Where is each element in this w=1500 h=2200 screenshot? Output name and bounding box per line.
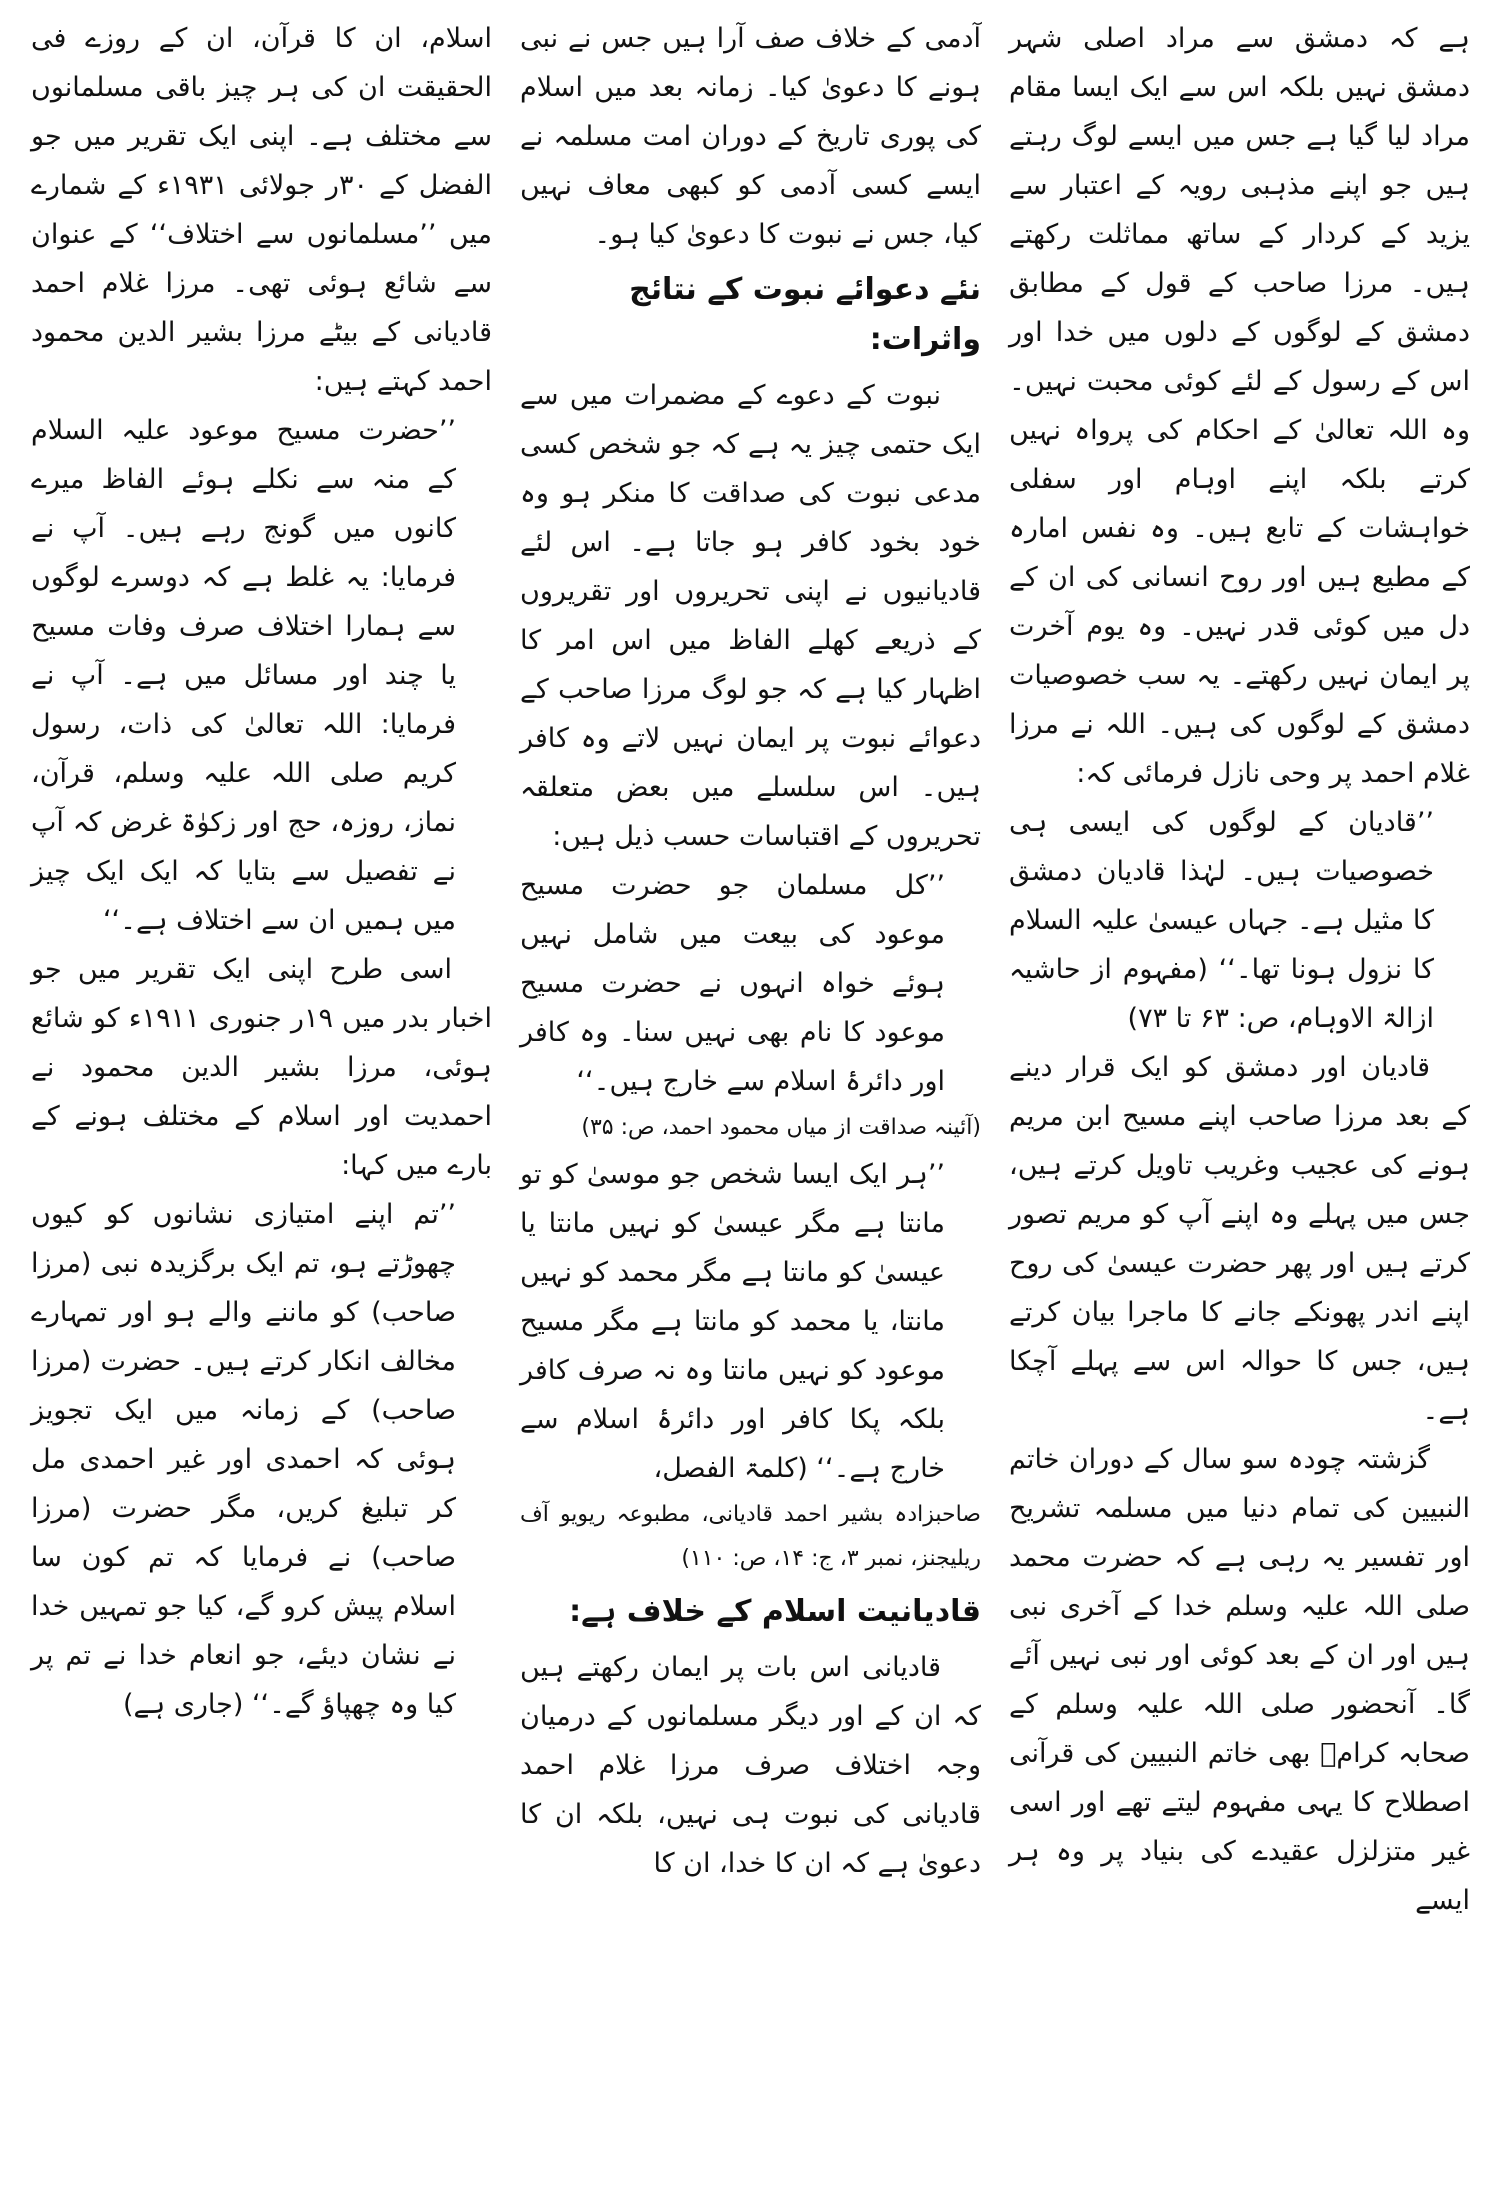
quotation: ’’ہر ایک ایسا شخص جو موسیٰ کو تو مانتا ہے مگر عیسیٰ کو نہیں مانتا یا عیسیٰ کو مانتا ہے مگر محمد کو نہیں مانتا، یا محمد کو مانتا ہے مگر مسیح موعود کو نہیں مانتا وہ نہ صرف کافر بلکہ پکا کافر اور دائرۂ اسلام سے خارج ہے۔‘‘ (کلمۃ الفصل،	[520, 1159, 945, 1484]
quotation: ’’حضرت مسیح موعود علیہ السلام کے منہ سے نکلے ہوئے الفاظ میرے کانوں میں گونج رہے ہیں۔ آپ نے فرمایا: یہ غلط ہے کہ دوسرے لوگوں سے ہمارا اختلاف صرف وفات مسیح یا چند اور مسائل میں ہے۔ آپ نے فرمایا: اللہ تعالیٰ کی ذات، رسول کریم صلی اللہ علیہ وسلم، قرآن، نماز، روزہ، حج اور زکوٰۃ غرض کہ آپ نے تفصیل سے بتایا کہ ایک ایک چیز میں ہمیں ان سے اختلاف ہے۔‘‘	[31, 415, 456, 936]
paragraph: گزشتہ چودہ سو سال کے دوران خاتم النبیین کی تمام دنیا میں مسلمہ تشریح اور تفسیر یہ رہی ہے کہ حضرت محمد صلی اللہ علیہ وسلم خدا کے آخری نبی ہیں اور ان کے بعد کوئی اور نبی نہیں آئے گا۔ آنحضور صلی اللہ علیہ وسلم کے صحابہ کرامؓ بھی خاتم النبیین کی قرآنی اصطلاح کا یہی مفہوم لیتے تھے اور اسی غیر متزلزل عقیدے کی بنیاد پر وہ ہر ایسے	[1009, 1444, 1470, 1916]
citation: صاحبزادہ بشیر احمد قادیانی، مطبوعہ ریویو آف ریلیجنز، نمبر ۳، ج: ۱۴، ص: ۱۱۰)	[520, 1502, 981, 1571]
column-middle	[506, 14, 995, 2200]
paragraph: نبوت کے دعوے کے مضمرات میں سے ایک حتمی چیز یہ ہے کہ جو شخص کسی مدعی نبوت کی صداقت کا منکر ہو وہ خود بخود کافر ہو جاتا ہے۔ اس لئے قادیانیوں نے اپنی تحریروں اور تقریروں کے ذریعے کھلے الفاظ میں اس امر کا اظہار کیا ہے کہ جو لوگ مرزا صاحب کے دعوائے نبوت پر ایمان نہیں لاتے وہ کافر ہیں۔ اس سلسلے میں بعض متعلقہ تحریروں کے اقتباسات حسب ذیل ہیں:	[520, 380, 981, 852]
citation: (آئینہ صداقت از میاں محمود احمد، ص: ۳۵)	[581, 1115, 981, 1140]
paragraph: آدمی کے خلاف صف آرا ہیں جس نے نبی ہونے کا دعویٰ کیا۔ زمانہ بعد میں اسلام کی پوری تاریخ کے دوران امت مسلمہ نے ایسے کسی آدمی کو کبھی معاف نہیں کیا، جس نے نبوت کا دعویٰ کیا ہو۔	[520, 23, 981, 250]
quotation: ’’تم اپنے امتیازی نشانوں کو کیوں چھوڑتے ہو، تم ایک برگزیدہ نبی (مرزا صاحب) کو ماننے والے ہو اور تمہارے مخالف انکار کرتے ہیں۔ حضرت (مرزا صاحب) کے زمانہ میں ایک تجویز ہوئی کہ احمدی اور غیر احمدی مل کر تبلیغ کریں، مگر حضرت (مرزا صاحب) نے فرمایا کہ تم کون سا اسلام پیش کرو گے، کیا جو تمہیں خدا نے نشان دیئے، جو انعام خدا نے تم پر کیا وہ چھپاؤ گے۔‘‘ (جاری ہے)	[31, 1199, 456, 1720]
paragraph: قادیان اور دمشق کو ایک قرار دینے کے بعد مرزا صاحب اپنے مسیح ابن مریم ہونے کی عجیب وغریب تاویل کرتے ہیں، جس میں پہلے وہ اپنے آپ کو مریم تصور کرتے ہیں اور پھر حضرت عیسیٰ کی روح اپنے اندر پھونکے جانے کا ماجرا بیان کرتے ہیں، جس کا حوالہ اس سے پہلے آچکا ہے۔	[1009, 1052, 1470, 1426]
paragraph: اسلام، ان کا قرآن، ان کے روزے فی الحقیقت ان کی ہر چیز باقی مسلمانوں سے مختلف ہے۔ اپنی ایک تقریر میں جو الفضل کے ۳۰ر جولائی ۱۹۳۱ء کے شمارے میں ’’مسلمانوں سے اختلاف‘‘ کے عنوان سے شائع ہوئی تھی۔ مرزا غلام احمد قادیانی کے بیٹے مرزا بشیر الدین محمود احمد کہتے ہیں:	[31, 23, 493, 397]
section-heading: قادیانیت اسلام کے خلاف ہے:	[569, 1594, 981, 1629]
quotation: ’’قادیان کے لوگوں کی ایسی ہی خصوصیات ہیں۔ لہٰذا قادیان دمشق کا مثیل ہے۔ جہاں عیسیٰ علیہ السلام کا نزول ہونا تھا۔‘‘ (مفہوم از حاشیہ ازالۃ الاوہام، ص: ۶۳ تا ۷۳)	[1009, 807, 1434, 1034]
paragraph: ہے کہ دمشق سے مراد اصلی شہر دمشق نہیں بلکہ اس سے ایک ایسا مقام مراد لیا گیا ہے جس میں ایسے لوگ رہتے ہیں جو اپنے مذہبی رویہ کے اعتبار سے یزید کے کردار کے ساتھ مماثلت رکھتے ہیں۔ مرزا صاحب کے قول کے مطابق دمشق کے لوگوں کے دلوں میں خدا اور اس کے رسول کے لئے کوئی محبت نہیں۔ وہ اللہ تعالیٰ کے احکام کی پرواہ نہیں کرتے بلکہ اپنے اوہام اور سفلی خواہشات کے تابع ہیں۔ وہ نفس امارہ کے مطیع ہیں اور روح انسانی کی ان کے دل میں کوئی قدر نہیں۔ وہ یوم آخرت پر ایمان نہیں رکھتے۔ یہ سب خصوصیات دمشق کے لوگوں کی ہیں۔ اللہ نے مرزا غلام احمد پر وحی نازل فرمائی کہ:	[1009, 23, 1470, 789]
paragraph: قادیانی اس بات پر ایمان رکھتے ہیں کہ ان کے اور دیگر مسلمانوں کے درمیان وجہ اختلاف صرف مرزا غلام احمد قادیانی کی نبوت ہی نہیں، بلکہ ان کا دعویٰ ہے کہ ان کا خدا، ان کا	[520, 1652, 981, 1879]
section-heading: نئے دعوائے نبوت کے نتائج واثرات:	[629, 272, 981, 357]
column-right	[995, 14, 1484, 2200]
paragraph: اسی طرح اپنی ایک تقریر میں جو اخبار بدر میں ۱۹ر جنوری ۱۹۱۱ء کو شائع ہوئی، مرزا بشیر الدین محمود نے احمدیت اور اسلام کے مختلف ہونے کے بارے میں کہا:	[31, 954, 492, 1181]
column-left	[17, 14, 506, 2200]
quotation: ’’کل مسلمان جو حضرت مسیح موعود کی بیعت میں شامل نہیں ہوئے خواہ انہوں نے حضرت مسیح موعود کا نام بھی نہیں سنا۔ وہ کافر اور دائرۂ اسلام سے خارج ہیں۔‘‘	[520, 870, 945, 1097]
